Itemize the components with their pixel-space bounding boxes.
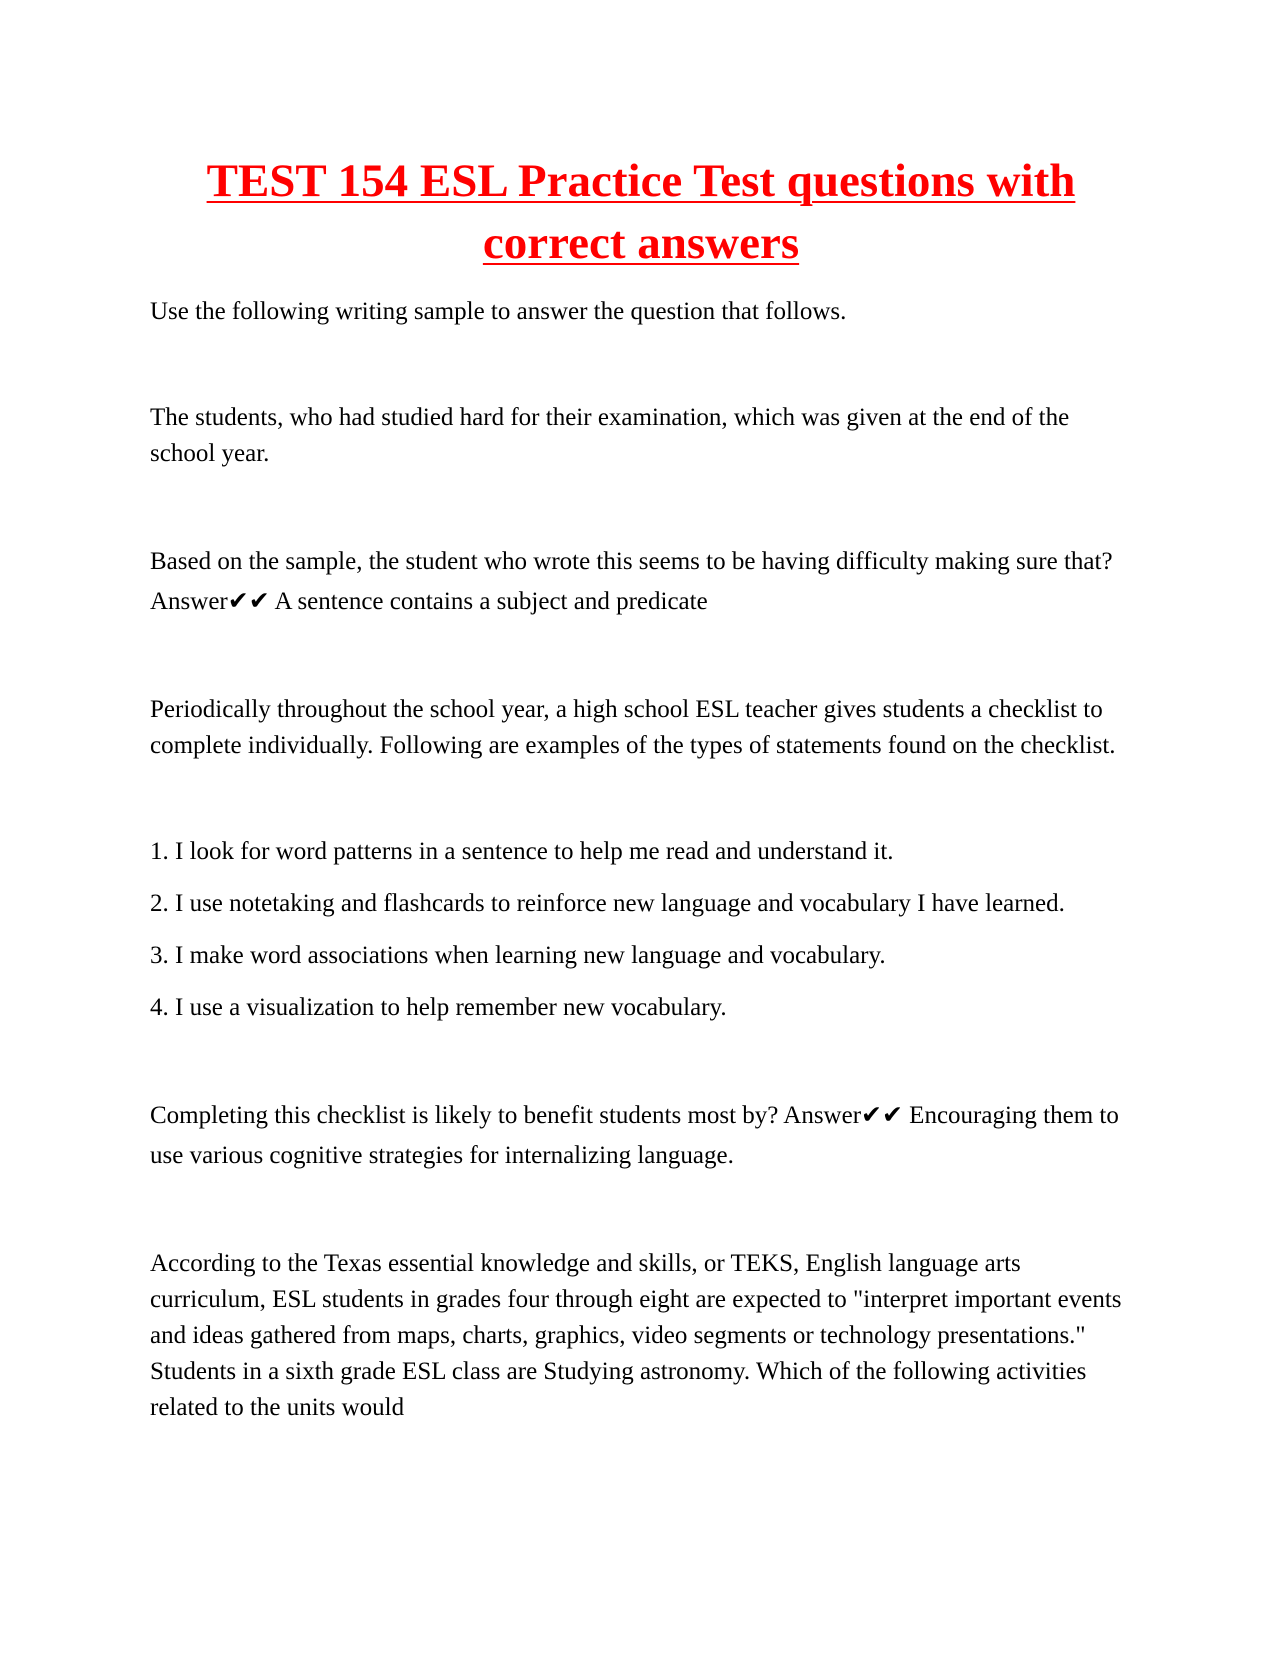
intro-paragraph: Use the following writing sample to answer the question that follows. [150,298,847,325]
checklist-intro-paragraph: Periodically throughout the school year, a high school ESL teacher gives students a checklist to complete individually. Following are examples of the types of statements found on the checklist. [150,696,1116,759]
checklist-item-1: 1. I look for word patterns in a sentence to help me read and understand it. [150,838,894,865]
question-1-paragraph: Based on the sample, the student who wrote this seems to be having difficulty making sure that? Answer✔✔ A sentence contains a subject and predicate [150,548,1113,615]
writing-sample-paragraph: The students, who had studied hard for their examination, which was given at the end of the school year. [150,404,1070,467]
question-2-paragraph: Completing this checklist is likely to benefit students most by? Answer✔✔ Encouraging them to use various cognitive strategies for internalizing language. [150,1102,1119,1169]
document-body [150,150,1132,1426]
teks-paragraph: According to the Texas essential knowledge and skills, or TEKS, English language arts curriculum, ESL students in grades four through eight are expected to "interpret important events and ideas gathered from maps, charts, graphics, video segments or technology presentations." Students in a sixth grade ESL class are Studying astronomy. Which of the following activities related to the units would [150,1250,1122,1421]
checklist-item-4: 4. I use a visualization to help remember new vocabulary. [150,994,727,1021]
checklist-item-2: 2. I use notetaking and flashcards to reinforce new language and vocabulary I have learned. [150,890,1065,917]
document-title: TEST 154 ESL Practice Test questions with correct answers [206,155,1076,269]
checklist-item-3: 3. I make word associations when learning new language and vocabulary. [150,942,886,969]
